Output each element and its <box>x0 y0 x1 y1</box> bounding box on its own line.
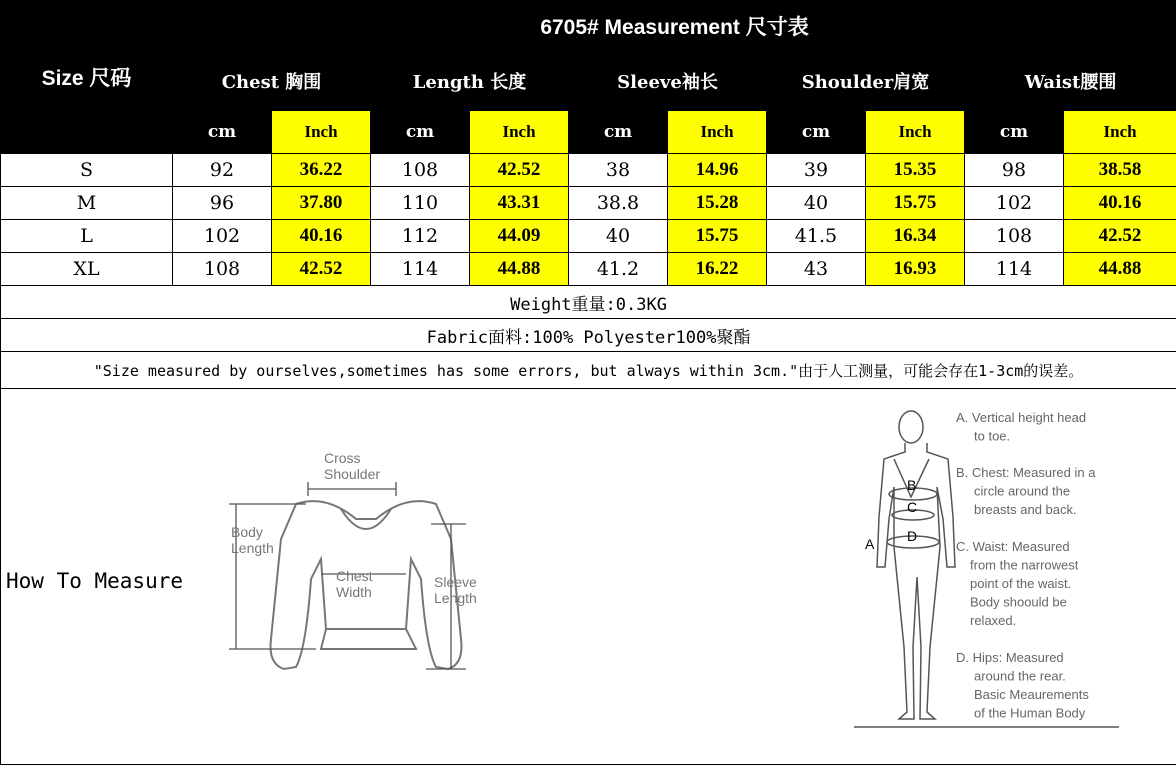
inch-value-cell: 15.35 <box>866 154 965 187</box>
cm-value-cell: 102 <box>965 187 1064 220</box>
unit-inch-header: Inch <box>866 111 965 154</box>
size-cell: XL <box>1 253 173 286</box>
body-mark-a: A <box>865 536 875 552</box>
size-header: Size 尺码 <box>1 1 173 154</box>
cm-value-cell: 108 <box>371 154 470 187</box>
inch-value-cell: 42.52 <box>470 154 569 187</box>
inch-value-cell: 44.88 <box>470 253 569 286</box>
cm-value-cell: 114 <box>371 253 470 286</box>
cm-value-cell: 108 <box>965 220 1064 253</box>
body-note-line: Body shoould be <box>970 594 1067 610</box>
unit-cm-header: cm <box>965 111 1064 154</box>
cm-value-cell: 112 <box>371 220 470 253</box>
table-row <box>1 220 1176 253</box>
weight-info: Weight重量:0.3KG <box>1 286 1176 319</box>
body-note-line: C. Waist: Measured <box>956 539 1070 554</box>
body-mark-c: C <box>907 499 918 515</box>
body-note-line: relaxed. <box>970 613 1017 628</box>
unit-inch-header: Inch <box>272 111 371 154</box>
cm-value-cell: 40 <box>767 187 866 220</box>
how-to-measure-label: How To Measure <box>6 569 184 593</box>
garment-label-body-length-2: Length <box>231 540 274 556</box>
chart-title: 6705# Measurement 尺寸表 <box>173 1 1176 52</box>
inch-value-cell: 16.34 <box>866 220 965 253</box>
body-note-line: around the rear. <box>974 668 1066 684</box>
body-note-line: of the Human Body <box>974 705 1086 721</box>
cm-value-cell: 98 <box>965 154 1064 187</box>
inch-value-cell: 16.93 <box>866 253 965 286</box>
garment-label-sleeve-length-1: Sleeve <box>434 574 477 590</box>
inch-value-cell: 40.16 <box>1064 187 1176 220</box>
body-note-line: B. Chest: Measured in a <box>956 465 1096 480</box>
unit-cm-header: cm <box>767 111 866 154</box>
column-header: Waist腰围 <box>965 52 1176 111</box>
unit-inch-header: Inch <box>668 111 767 154</box>
fabric-info: Fabric面料:100% Polyester100%聚酯 <box>1 319 1176 352</box>
garment-label-cross-shoulder-2: Shoulder <box>324 466 381 482</box>
garment-label-chest-width-2: Width <box>336 584 372 600</box>
inch-value-cell: 36.22 <box>272 154 371 187</box>
cm-value-cell: 108 <box>173 253 272 286</box>
size-cell: M <box>1 187 173 220</box>
garment-label-chest-width-1: Chest <box>336 568 373 584</box>
table-row <box>1 253 1176 286</box>
how-to-measure-section <box>1 389 1176 765</box>
body-note-line: circle around the <box>974 483 1071 499</box>
cm-value-cell: 102 <box>173 220 272 253</box>
unit-cm-header: cm <box>173 111 272 154</box>
garment-label-cross-shoulder-1: Cross <box>324 450 361 466</box>
cm-value-cell: 41.2 <box>569 253 668 286</box>
inch-value-cell: 43.31 <box>470 187 569 220</box>
cm-value-cell: 110 <box>371 187 470 220</box>
unit-inch-header: Inch <box>470 111 569 154</box>
garment-measure-diagram <box>226 449 496 689</box>
column-header: Length 长度 <box>371 52 569 111</box>
table-row <box>1 187 1176 220</box>
inch-value-cell: 37.80 <box>272 187 371 220</box>
garment-label-sleeve-length-2: Length <box>434 590 477 606</box>
inch-value-cell: 15.75 <box>866 187 965 220</box>
column-header: Shoulder肩宽 <box>767 52 965 111</box>
column-header: Chest 胸围 <box>173 52 371 111</box>
cm-value-cell: 96 <box>173 187 272 220</box>
body-note-line: from the narrowest <box>970 557 1079 573</box>
inch-value-cell: 16.22 <box>668 253 767 286</box>
body-note-line: D. Hips: Measured <box>956 650 1064 665</box>
unit-inch-header: Inch <box>1064 111 1176 154</box>
inch-value-cell: 40.16 <box>272 220 371 253</box>
cm-value-cell: 40 <box>569 220 668 253</box>
unit-cm-header: cm <box>569 111 668 154</box>
inch-value-cell: 15.28 <box>668 187 767 220</box>
garment-label-body-length-1: Body <box>231 524 263 540</box>
body-note-line: point of the waist. <box>970 576 1072 591</box>
cm-value-cell: 39 <box>767 154 866 187</box>
cm-value-cell: 38 <box>569 154 668 187</box>
cm-value-cell: 38.8 <box>569 187 668 220</box>
cm-value-cell: 92 <box>173 154 272 187</box>
inch-value-cell: 38.58 <box>1064 154 1176 187</box>
body-note-line: breasts and back. <box>974 502 1077 517</box>
size-cell: L <box>1 220 173 253</box>
cm-value-cell: 43 <box>767 253 866 286</box>
inch-value-cell: 42.52 <box>272 253 371 286</box>
body-mark-d: D <box>907 528 918 544</box>
body-note-line: Basic Meaurements <box>974 687 1089 702</box>
cm-value-cell: 114 <box>965 253 1064 286</box>
cm-value-cell: 41.5 <box>767 220 866 253</box>
measurement-note: "Size measured by ourselves,sometimes has some errors, but always within 3cm."由于人工测量，可能会存在1-3cm的误差。 <box>1 352 1176 389</box>
column-header: Sleeve袖长 <box>569 52 767 111</box>
size-cell: S <box>1 154 173 187</box>
inch-value-cell: 44.88 <box>1064 253 1176 286</box>
body-measure-diagram <box>849 397 1124 737</box>
table-row <box>1 154 1176 187</box>
body-note-line: A. Vertical height head <box>956 410 1087 425</box>
inch-value-cell: 14.96 <box>668 154 767 187</box>
inch-value-cell: 42.52 <box>1064 220 1176 253</box>
body-mark-b: B <box>907 477 917 493</box>
unit-cm-header: cm <box>371 111 470 154</box>
inch-value-cell: 44.09 <box>470 220 569 253</box>
inch-value-cell: 15.75 <box>668 220 767 253</box>
body-note-line: to toe. <box>974 428 1011 444</box>
